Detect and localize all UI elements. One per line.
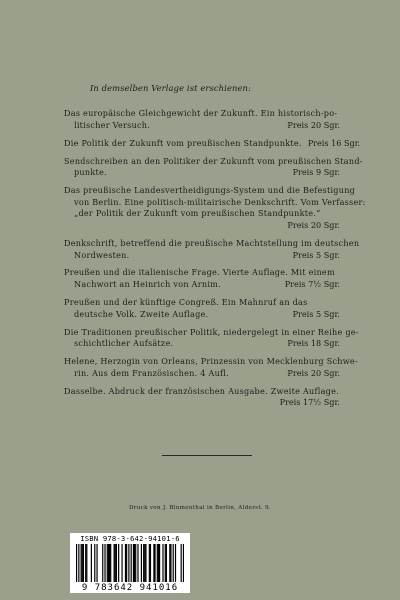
- list-entry: [64, 185, 366, 231]
- entry-price: Preis 7½ Sgr.: [284, 279, 340, 290]
- barcode-bar: [169, 544, 170, 582]
- list-entry: [64, 137, 361, 150]
- entry-price: Preis 20 Sgr.: [287, 219, 340, 230]
- entry-line: [64, 309, 340, 321]
- barcode-bar: [121, 544, 122, 582]
- entry-line: [64, 120, 340, 132]
- entry-line: [64, 220, 340, 232]
- entry-text: „der Politik der Zukunft vom preußischen Standpunkte.“: [74, 208, 321, 219]
- entry-text: Das preußische Landesvertheidigungs-System und die Befestigung: [64, 185, 356, 196]
- barcode-bar: [126, 544, 127, 582]
- list-entry: [64, 326, 359, 350]
- barcode-bar: [118, 544, 119, 582]
- barcode-bar: [135, 544, 136, 582]
- barcode-bar: [82, 544, 83, 582]
- barcode-bar: [183, 544, 184, 582]
- barcode-bar: [76, 544, 77, 582]
- entry-line: [64, 368, 340, 380]
- barcode-bar: [144, 544, 145, 582]
- barcode-bar: [131, 544, 132, 582]
- barcode-bar: [115, 544, 116, 582]
- barcode-bar: [175, 544, 176, 582]
- entry-price: Preis 20 Sgr.: [287, 119, 340, 130]
- entry-text: Denkschrift, betreffend die preußische Machtstellung im deutschen: [64, 237, 360, 248]
- barcode-bar: [173, 544, 174, 582]
- entry-line: [64, 267, 340, 279]
- entry-text: Preußen und die italienische Frage. Vierte Auflage. Mit einem: [64, 267, 335, 278]
- barcode-bar: [141, 544, 142, 582]
- entry-line: [64, 297, 340, 309]
- barcode-bar: [134, 544, 135, 582]
- entry-text: deutsche Volk. Zweite Auflage.: [74, 308, 209, 319]
- entry-line: [64, 250, 340, 262]
- entry-line: [64, 397, 340, 409]
- entry-text: Sendschreiben an den Politiker der Zukunft vom preußischen Stand-: [64, 155, 363, 166]
- barcode-bar: [157, 544, 158, 582]
- entry-text: Nachwort an Heinrich von Arnim.: [74, 279, 221, 290]
- entry-line: [64, 185, 356, 197]
- entry-price: Preis 5 Sgr.: [292, 249, 340, 260]
- barcode-bar: [78, 544, 79, 582]
- entry-text: rin. Aus dem Französischen. 4 Aufl.: [74, 367, 229, 378]
- barcode-bar: [128, 544, 129, 582]
- list-entry: [64, 297, 340, 320]
- barcode-bar: [149, 544, 150, 582]
- barcode-bar: [91, 544, 92, 582]
- barcode-bar: [116, 544, 117, 582]
- list-entry: [64, 267, 340, 290]
- entry-line: [64, 386, 340, 398]
- barcode-bar: [133, 544, 134, 582]
- entry-text: Nordwesten.: [74, 249, 130, 260]
- barcode-bars: [76, 544, 184, 582]
- entry-text: Das europäische Gleichgewicht der Zukunft. Ein historisch-po-: [64, 108, 338, 118]
- publisher-list: [64, 108, 366, 415]
- barcode-bar: [165, 544, 166, 582]
- barcode-bar: [153, 544, 154, 582]
- entry-price: Preis 18 Sgr.: [287, 338, 340, 349]
- barcode-bar: [137, 544, 138, 582]
- list-entry: [64, 108, 340, 131]
- barcode-bar: [166, 544, 167, 582]
- list-entry: [64, 386, 340, 409]
- entry-line: [64, 279, 340, 291]
- entry-line: [64, 208, 340, 220]
- barcode-bar: [125, 544, 126, 582]
- entry-price: Preis 5 Sgr.: [292, 308, 340, 319]
- entry-line: [64, 356, 358, 368]
- barcode-bar: [170, 544, 171, 582]
- entry-text: Preußen und der künftige Congreß. Ein Mahnruf an das: [64, 297, 308, 308]
- entry-price: Preis 20 Sgr.: [287, 367, 340, 378]
- barcode-bar: [83, 544, 84, 582]
- barcode-bar: [181, 544, 182, 582]
- entry-text: von Berlin. Eine politisch-militairische Denkschrift. Vom Verfasser:: [74, 196, 366, 207]
- entry-line: [64, 196, 366, 209]
- barcode-bar: [145, 544, 146, 582]
- barcode-bar: [86, 544, 87, 582]
- entry-line: [64, 108, 340, 120]
- entry-line: [64, 167, 340, 179]
- entry-text: litischer Versuch.: [74, 119, 151, 130]
- barcode-bar: [109, 544, 110, 582]
- list-entry: [64, 155, 363, 179]
- barcode-bar: [143, 544, 144, 582]
- barcode-bar: [158, 544, 159, 582]
- entry-line: [64, 237, 360, 250]
- intro-line: In demselben Verlage ist erschienen:: [90, 83, 251, 93]
- barcode-bar: [154, 544, 155, 582]
- barcode-bar: [110, 544, 111, 582]
- entry-line: [64, 137, 361, 150]
- entry-line: [64, 338, 340, 350]
- entry-text: Dasselbe. Abdruck der französischen Ausgabe. Zweite Auflage.: [64, 385, 339, 396]
- barcode-bar: [81, 544, 82, 582]
- entry-text: Die Politik der Zukunft vom preußischen Standpunkte.: [64, 137, 302, 148]
- list-entry: [64, 237, 360, 261]
- barcode-bar: [85, 544, 86, 582]
- isbn-text: ISBN 978-3-642-94101-6: [80, 534, 180, 543]
- printer-imprint: Druck von J. Blumenthal in Berlin, Alderst. 9.: [128, 505, 271, 511]
- barcode-bar: [102, 544, 103, 582]
- entry-text: Helene, Herzogin von Orleans, Prinzessin von Mecklenburg Schwe-: [64, 356, 358, 367]
- divider-rule: [162, 455, 252, 456]
- entry-price: Preis 16 Sgr.: [307, 137, 361, 148]
- entry-text: schichtlicher Aufsätze.: [74, 338, 174, 349]
- barcode-bar: [150, 544, 151, 582]
- entry-text: Die Traditionen preußischer Politik, niedergelegt in einer Reihe ge-: [64, 326, 359, 337]
- entry-line: [64, 155, 363, 168]
- barcode-number: 9 783642 941016: [81, 583, 179, 593]
- barcode-bar: [107, 544, 108, 582]
- isbn-barcode-box: [70, 533, 190, 593]
- entry-price: Preis 17½ Sgr.: [279, 397, 340, 408]
- barcode-bar: [162, 544, 163, 582]
- barcode-bar: [108, 544, 109, 582]
- barcode-bar: [104, 544, 105, 582]
- entry-text: punkte.: [74, 167, 107, 178]
- list-entry: [64, 356, 358, 379]
- barcode-bar: [96, 544, 97, 582]
- barcode-bar: [114, 544, 115, 582]
- entry-line: [64, 326, 359, 339]
- entry-price: Preis 9 Sgr.: [292, 167, 340, 178]
- barcode-bar: [94, 544, 95, 582]
- barcode-bar: [159, 544, 160, 582]
